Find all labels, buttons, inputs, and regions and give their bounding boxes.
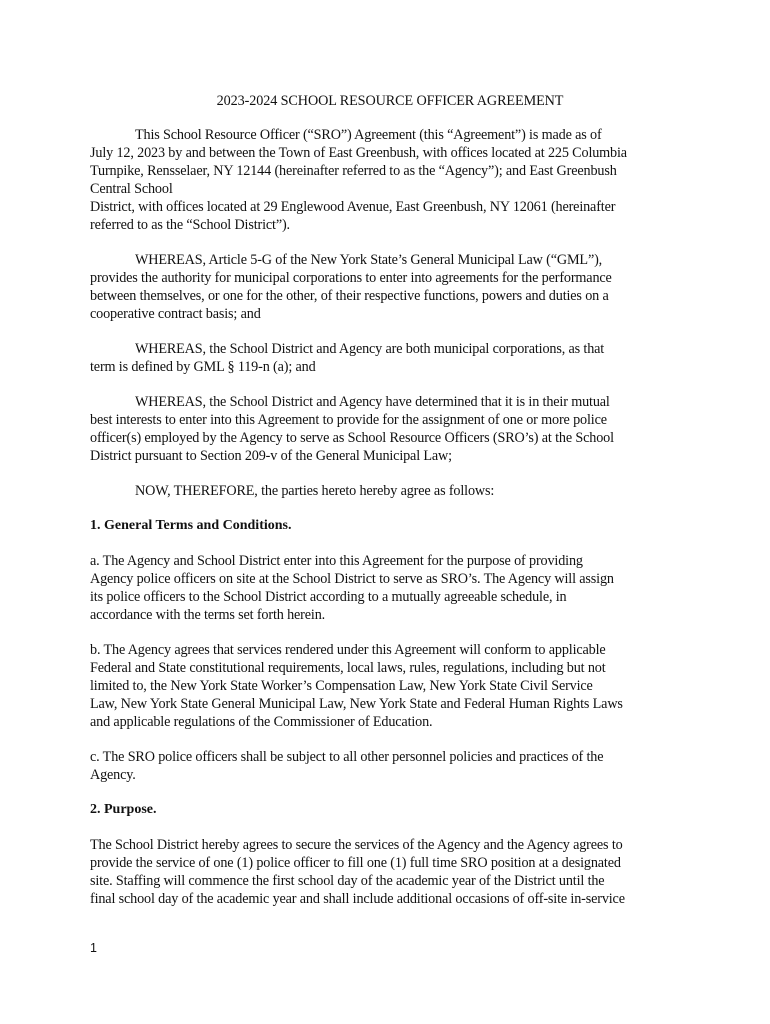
- text-line: between themselves, or one for the other, of their respective functions, powers and duties on a: [90, 288, 609, 304]
- text-line: This School Resource Officer (“SRO”) Agreement (this “Agreement”) is made as of: [135, 127, 602, 143]
- whereas-paragraph-2: [90, 340, 690, 376]
- text-line: a. The Agency and School District enter into this Agreement for the purpose of providing: [90, 553, 583, 569]
- text-line: c. The SRO police officers shall be subject to all other personnel policies and practices of the: [90, 749, 604, 765]
- text-line: District, with offices located at 29 Englewood Avenue, East Greenbush, NY 12061 (hereinafter: [90, 199, 616, 215]
- text-line: provide the service of one (1) police officer to fill one (1) full time SRO position at a designated: [90, 855, 621, 871]
- text-line: final school day of the academic year and shall include additional occasions of off-site in-service: [90, 891, 625, 907]
- text-line: Agency.: [90, 767, 136, 783]
- text-line: site. Staffing will commence the first school day of the academic year of the District until the: [90, 873, 605, 889]
- text-line: b. The Agency agrees that services rendered under this Agreement will conform to applicable: [90, 642, 606, 658]
- whereas-paragraph-1: [90, 251, 690, 323]
- text-line: referred to as the “School District”).: [90, 217, 290, 233]
- text-line: WHEREAS, Article 5-G of the New York State’s General Municipal Law (“GML”),: [135, 252, 603, 268]
- intro-paragraph: [90, 126, 690, 234]
- text-line: District pursuant to Section 209-v of the General Municipal Law;: [90, 448, 452, 464]
- whereas-paragraph-3: [90, 393, 690, 465]
- now-therefore-paragraph: [90, 482, 690, 500]
- text-line: Agency police officers on site at the School District to serve as SRO’s. The Agency will assign: [90, 571, 614, 587]
- text-line: WHEREAS, the School District and Agency have determined that it is in their mutual: [135, 394, 610, 410]
- section-2-heading: 2. Purpose.: [90, 802, 157, 817]
- text-line: Central School: [90, 181, 173, 197]
- text-line: accordance with the terms set forth herein.: [90, 607, 326, 623]
- page-number: 1: [90, 941, 97, 955]
- text-line: officer(s) employed by the Agency to serve as School Resource Officers (SRO’s) at the School: [90, 430, 614, 446]
- document-title: 2023-2024 SCHOOL RESOURCE OFFICER AGREEMENT: [216, 93, 564, 109]
- text-line: its police officers to the School District according to a mutually agreeable schedule, in: [90, 589, 567, 605]
- text-line: WHEREAS, the School District and Agency are both municipal corporations, as that: [135, 341, 605, 357]
- text-line: limited to, the New York State Worker’s Compensation Law, New York State Civil Service: [90, 678, 593, 694]
- text-line: Turnpike, Rensselaer, NY 12144 (hereinafter referred to as the “Agency”); and East Greenbush: [90, 163, 617, 179]
- section-1-paragraph-c: [90, 748, 690, 784]
- text-line: and applicable regulations of the Commissioner of Education.: [90, 714, 433, 730]
- text-line: best interests to enter into this Agreement to provide for the assignment of one or more police: [90, 412, 607, 428]
- text-line: cooperative contract basis; and: [90, 306, 261, 322]
- text-line: NOW, THEREFORE, the parties hereto hereby agree as follows:: [135, 483, 495, 499]
- text-line: The School District hereby agrees to secure the services of the Agency and the Agency agrees to: [90, 837, 623, 853]
- text-line: provides the authority for municipal corporations to enter into agreements for the performance: [90, 270, 612, 286]
- text-line: Federal and State constitutional requirements, local laws, rules, regulations, including but not: [90, 660, 606, 676]
- section-1-heading: 1. General Terms and Conditions.: [90, 518, 292, 533]
- section-2-paragraph: [90, 836, 690, 908]
- section-1-paragraph-a: [90, 552, 690, 624]
- text-line: Law, New York State General Municipal Law, New York State and Federal Human Rights Laws: [90, 696, 623, 712]
- text-line: July 12, 2023 by and between the Town of East Greenbush, with offices located at 225 Columbia: [90, 145, 627, 161]
- document-body: [90, 92, 690, 908]
- section-1-paragraph-b: [90, 641, 690, 731]
- text-line: term is defined by GML § 119-n (a); and: [90, 359, 316, 375]
